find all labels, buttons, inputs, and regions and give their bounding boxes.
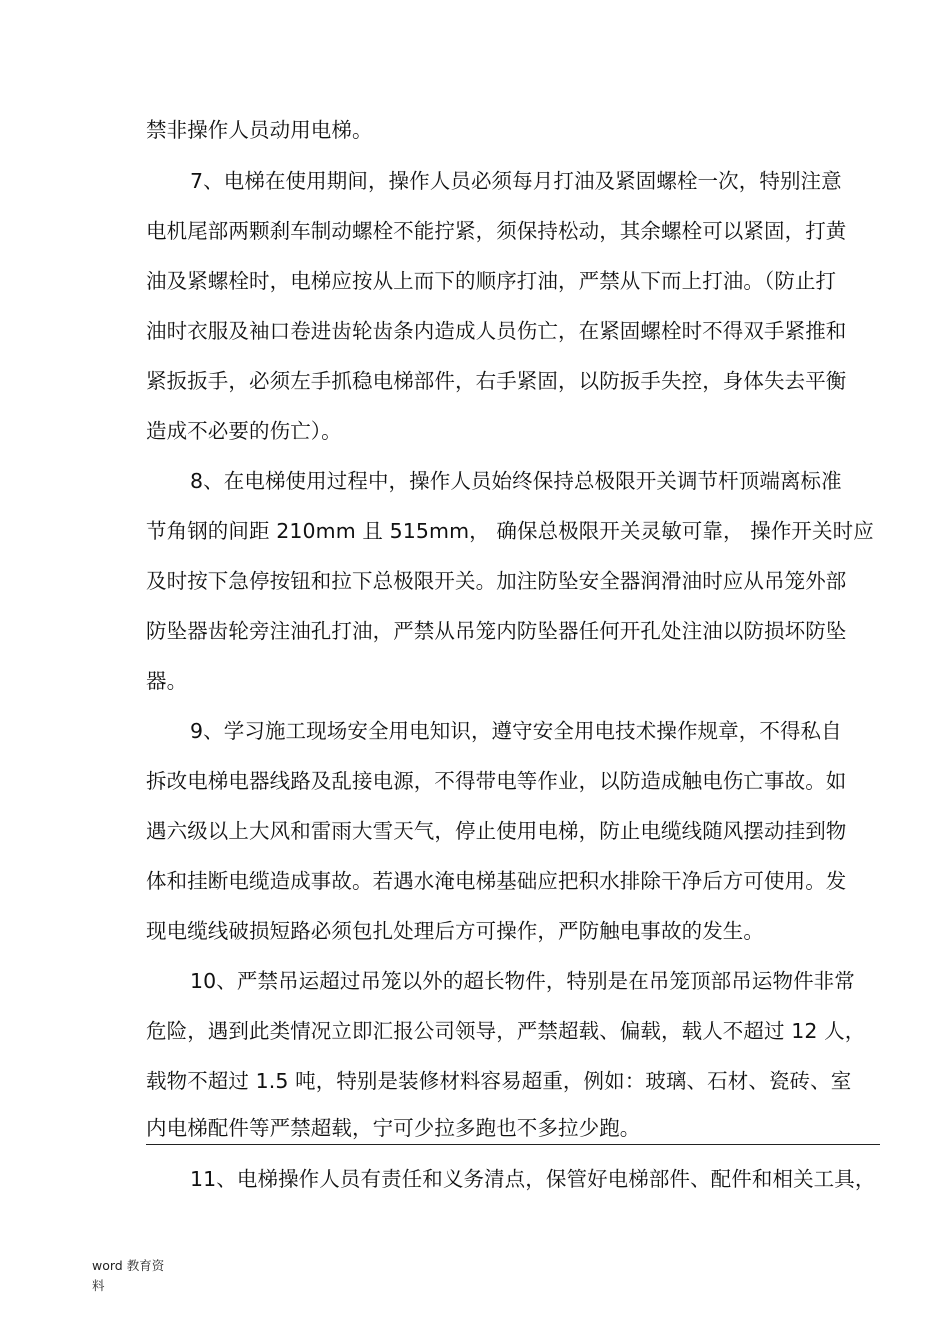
text-line: 电机尾部两颗刹车制动螺栓不能拧紧，须保持松动，其余螺栓可以紧固，打黄 [146, 219, 847, 243]
text-line: 8、在电梯使用过程中，操作人员始终保持总极限开关调节杆顶端离标准 [190, 469, 842, 493]
text-line: 油及紧螺栓时，电梯应按从上而下的顺序打油，严禁从下而上打油。（防止打 [146, 269, 837, 293]
text-line: 现电缆线破损短路必须包扎处理后方可操作，严防触电事故的发生。 [146, 919, 764, 943]
text-line: 10、严禁吊运超过吊笼以外的超长物件，特别是在吊笼顶部吊运物件非常 [190, 969, 855, 993]
text-line: 危险，遇到此类情况立即汇报公司领导，严禁超载、偏载，载人不超过 12 人， [146, 1019, 866, 1043]
footer-line: word 教育资 [92, 1258, 165, 1273]
text-line: 内电梯配件等严禁超载，宁可少拉多跑也不多拉少跑。 [146, 1116, 641, 1140]
text-line: 9、学习施工现场安全用电知识，遵守安全用电技术操作规章，不得私自 [190, 719, 842, 743]
section-divider [146, 1144, 880, 1145]
text-line: 油时衣服及袖口卷进齿轮齿条内造成人员伤亡，在紧固螺栓时不得双手紧推和 [146, 319, 847, 343]
text-line: 节角钢的间距 210mm 且 515mm， 确保总极限开关灵敏可靠， 操作开关时应 [146, 519, 874, 543]
text-line: 11、电梯操作人员有责任和义务清点，保管好电梯部件、配件和相关工具， [190, 1167, 876, 1191]
text-line: 器。 [146, 669, 188, 693]
text-line: 紧扳扳手，必须左手抓稳电梯部件，右手紧固，以防扳手失控，身体失去平衡 [146, 369, 847, 393]
text-line: 体和挂断电缆造成事故。若遇水淹电梯基础应把积水排除干净后方可使用。发 [146, 869, 847, 893]
text-line: 载物不超过 1.5 吨，特别是装修材料容易超重，例如：玻璃、石材、瓷砖、室 [146, 1069, 852, 1093]
text-line: 遇六级以上大风和雷雨大雪天气，停止使用电梯，防止电缆线随风摆动挂到物 [146, 819, 847, 843]
text-line: 拆改电梯电器线路及乱接电源，不得带电等作业，以防造成触电伤亡事故。如 [146, 769, 847, 793]
text-line: 防坠器齿轮旁注油孔打油，严禁从吊笼内防坠器任何开孔处注油以防损坏防坠 [146, 619, 847, 643]
footer-line: 料 [92, 1278, 105, 1293]
text-line: 及时按下急停按钮和拉下总极限开关。加注防坠安全器润滑油时应从吊笼外部 [146, 569, 847, 593]
text-line: 禁非操作人员动用电梯。 [146, 118, 373, 142]
text-line: 造成不必要的伤亡）。 [146, 419, 342, 443]
page-footer [92, 1256, 212, 1296]
text-line: 7、电梯在使用期间，操作人员必须每月打油及紧固螺栓一次，特别注意 [190, 169, 842, 193]
